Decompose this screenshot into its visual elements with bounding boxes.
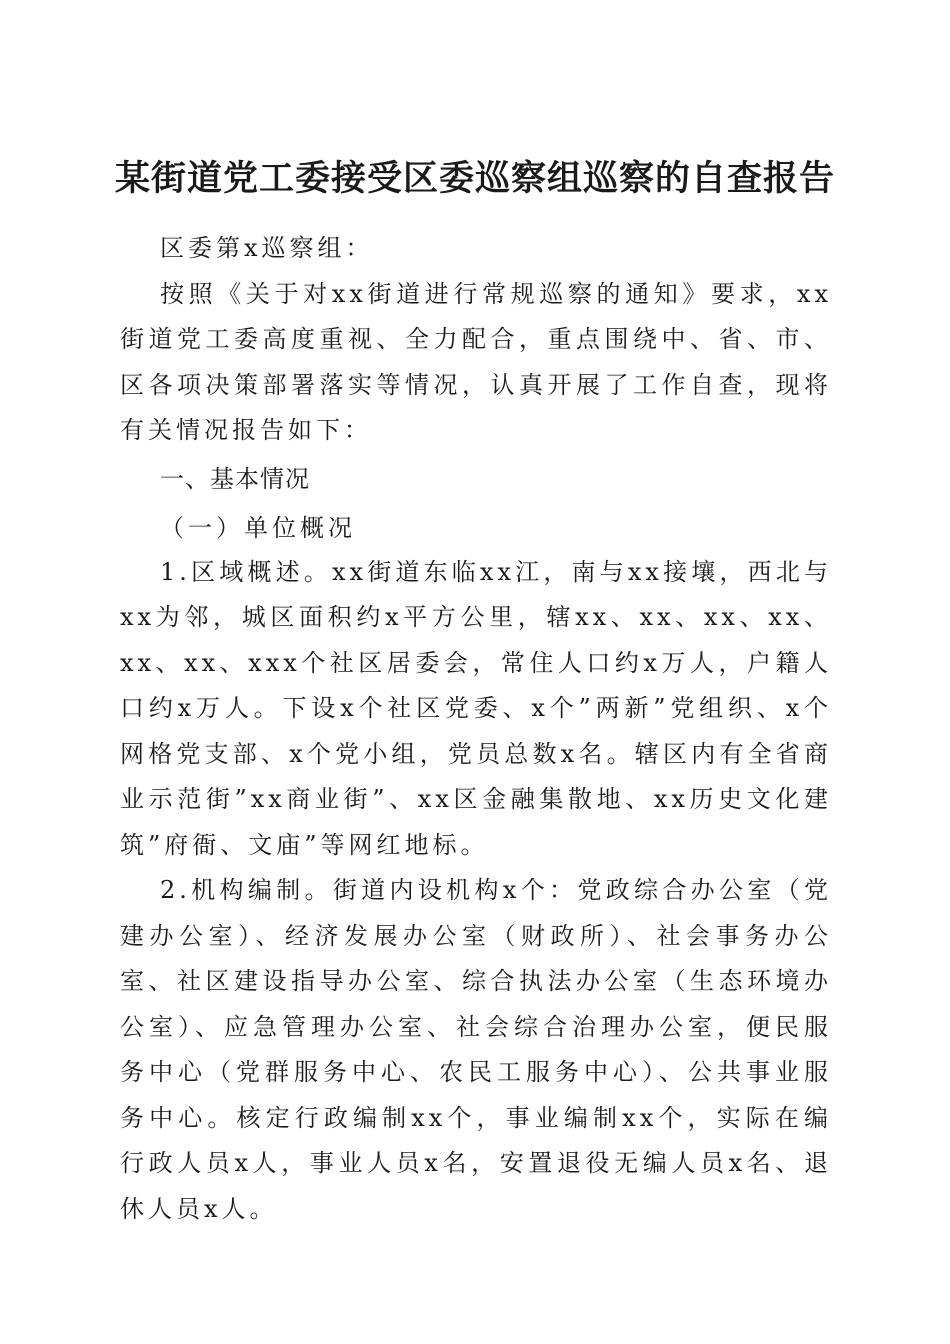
document-title: 某街道党工委接受区委巡察组巡察的自查报告 (114, 158, 835, 200)
subsection-heading: （一）单位概况 (160, 513, 356, 542)
intro-paragraph: 按照《关于对xx街道进行常规巡察的通知》要求，xx街道党工委高度重视、全力配合，重点围绕中、省、市、区各项决策部署落实等情况，认真开展了工作自查，现将有关情况报告如下： (120, 279, 832, 444)
salutation: 区委第x巡察组： (160, 234, 374, 262)
document-body (120, 226, 832, 1232)
paragraph-region-overview: 1.区域概述。xx街道东临xx江，南与xx接壤，西北与xx为邻，城区面积约x平方公里，辖xx、xx、xx、xx、xx、xx、xxx个社区居委会，常住人口约x万人，户籍人口约x万人。下设x个社区党委、x个”两新”党组织、x个网格党支部、x个党小组，党员总数x名。辖区内有全省商业示范街”xx商业街”、xx区金融集散地、xx历史文化建筑”府衙、文庙”等网红地标。 (120, 557, 832, 859)
paragraph-organization: 2.机构编制。街道内设机构x个：党政综合办公室（党建办公室）、经济发展办公室（财政所）、社会事务办公室、社区建设指导办公室、综合执法办公室（生态环境办公室）、应急管理办公室、社会综合治理办公室，便民服务中心（党群服务中心、农民工服务中心）、公共事业服务中心。核定行政编制xx个，事业编制xx个，实际在编行政人员x人，事业人员x名，安置退役无编人员x名、退休人员x人。 (120, 876, 832, 1223)
section-heading: 一、基本情况 (160, 464, 310, 493)
